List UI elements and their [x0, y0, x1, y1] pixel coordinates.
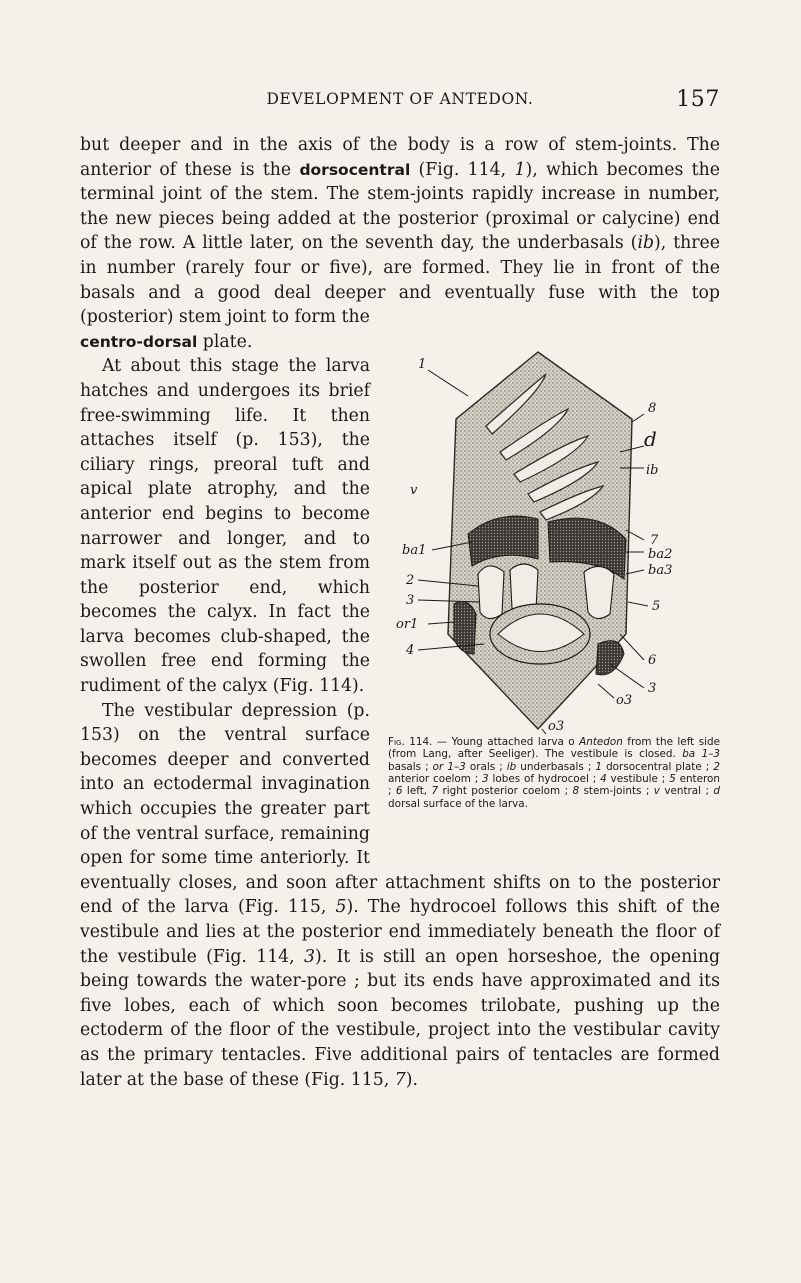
paragraph-3: The vestibular depression (p. 153) on the ventral surface becomes deeper and converted into an ectodermal invagination which occupies the greater part of the ventral surface, remaining open for some time anteriorly. It eventually closes, and soon after attachment shifts on to the posterior end of the larva (Fig. 115, 5). The hydrocoel follows this shift of the vestibule and lies at the posterior end immediately beneath the floor of the vestibule (Fig. 114, 3). It is still an open horseshoe, the opening being towards the water-pore ; but its ends have approximated and its five lobes, each of which soon becomes trilobate, pushing up the ectoderm of the floor of the vestibule, project into the vestibular cavity as the primary tentacles. Five additional pairs of tentacles are formed later at the base of these (Fig. 115, 7). — [80, 700, 721, 1090]
label-ba2: ba2 — [648, 546, 673, 562]
body-text: but deeper and in the axis of the body is a row of stem-joints. The anterior of these is the dorsocentral (Fig. 114, 1), which becomes the terminal joint of the stem. The stem-joints rapidly increase in number, the new pieces being added at the posterior (proximal or calycine) end of the row. A little later, on the seventh day, the underbasals (ib), three in number (rarely four or five), are formed. They lie in front of the basals and a good deal deeper and eventually fuse with the top (posterior) stem joint to form the 1 v ba1 2 3 or1 4 8 d ib 7 ba2 ba3 5 6 3 o3 o3 Fig. 114. — Young attached larva o Antedon from the left side (from Lang, after Seeliger). The vestibule is closed. ba 1–3 basals ; or 1–3 orals ; ib underbasals ; 1 dorsocentral plate ; 2 anterior coelom ; 3 lobes of hydrocoel ; 4 vestibule ; 5 enteron ; 6 left, 7 right posterior coelom ; 8 stem-joints ; v ventral ; d dorsal surface of the larva. centro-dorsal plate. At about this stage the larva hatches and undergoes its brief free-swimming life. It then attaches itself (p. 153), the ciliary rings, preoral tuft and apical plate atrophy, and the anterior end begins to become narrower and longer, and to mark itself out as the stem from the posterior end, which becomes the calyx. In fact the larva becomes club-shaped, the swollen free end forming the rudiment of the calyx (Fig. 114). The vestibular depression (p. 153) on the ventral surface becomes deeper and converted into an ectodermal invagination which occupies the greater part of the ventral surface, remaining open for some time anteriorly. It eventually closes, and soon after attachment shifts on to the posterior end of the larva (Fig. 115, 5). The hydrocoel follows this shift of the vestibule and lies at the posterior end immediately beneath the floor of the vestibule (Fig. 114, 3). It is still an open horseshoe, the opening being towards the water-pore ; but its ends have approximated and its five lobes, each of which soon becomes trilobate, pushing up the ectoderm of the floor of the vestibule, project into the vestibular cavity as the primary tentacles. Five additional pairs of tentacles are formed later at the base of these (Fig. 115, 7). — [80, 133, 720, 1092]
label-o3-bottom: o3 — [548, 718, 565, 734]
caption-label: Fig. 114. — [388, 735, 433, 748]
label-3-left: 3 — [406, 592, 415, 608]
running-title: DEVELOPMENT OF ANTEDON. — [266, 90, 534, 108]
label-v: v — [410, 482, 418, 498]
label-3-right: 3 — [648, 680, 657, 696]
figure-caption: Fig. 114. — Young attached larva o Antedon from the left side (from Lang, after Seeliger). The vestibule is closed. ba 1–3 basals ; or 1–3 orals ; ib underbasals ; 1 dorsocentral plate ; 2 anterior coelom ; 3 lobes of hydrocoel ; 4 vestibule ; 5 enteron ; 6 left, 7 right posterior coelom ; 8 stem-joints ; v ventral ; d dorsal surface of the larva. — [388, 735, 720, 810]
paragraph-2: At about this stage the larva hatches and undergoes its brief free-swimming life. It then attaches itself (p. 153), the ciliary rings, preoral tuft and apical plate atrophy, and the anterior end begins to become narrower and longer, and to mark itself out as the stem from the posterior end, which becomes the calyx. In fact the larva becomes club-shaped, the swollen free end forming the rudiment of the calyx (Fig. 114). — [80, 356, 370, 697]
label-ba1: ba1 — [402, 542, 427, 558]
term-centro-dorsal: centro-dorsal — [80, 332, 198, 351]
paragraph-1: but deeper and in the axis of the body is a row of stem-joints. The anterior of these is the dorsocentral (Fig. 114, 1), which becomes the terminal joint of the stem. The stem-joints rapidly increase in number, the new pieces being added at the posterior (proximal or calycine) end of the row. A little later, on the seventh day, the underbasals (ib), three in number (rarely four or five), are formed. They lie in front of the basals and a good deal deeper and eventually fuse with the top (posterior) stem joint to form the — [80, 135, 720, 328]
label-1: 1 — [418, 356, 427, 372]
label-2: 2 — [406, 572, 415, 588]
book-page — [80, 0, 720, 1283]
label-or1: or1 — [396, 616, 419, 632]
label-d: d — [644, 426, 657, 451]
label-5-right: 5 — [652, 598, 661, 614]
label-6: 6 — [648, 652, 657, 668]
label-ba3: ba3 — [648, 562, 673, 578]
figure-114 — [388, 334, 720, 857]
running-head — [80, 87, 720, 120]
page-number: 157 — [676, 87, 720, 112]
label-ib: ib — [646, 462, 659, 478]
term-dorsocentral: dorsocentral — [299, 160, 411, 179]
label-8: 8 — [648, 400, 657, 416]
label-o3-right: o3 — [616, 692, 633, 708]
label-7: 7 — [650, 532, 659, 548]
larva-illustration — [388, 334, 720, 734]
label-4: 4 — [406, 642, 415, 658]
larva-body — [448, 352, 632, 729]
